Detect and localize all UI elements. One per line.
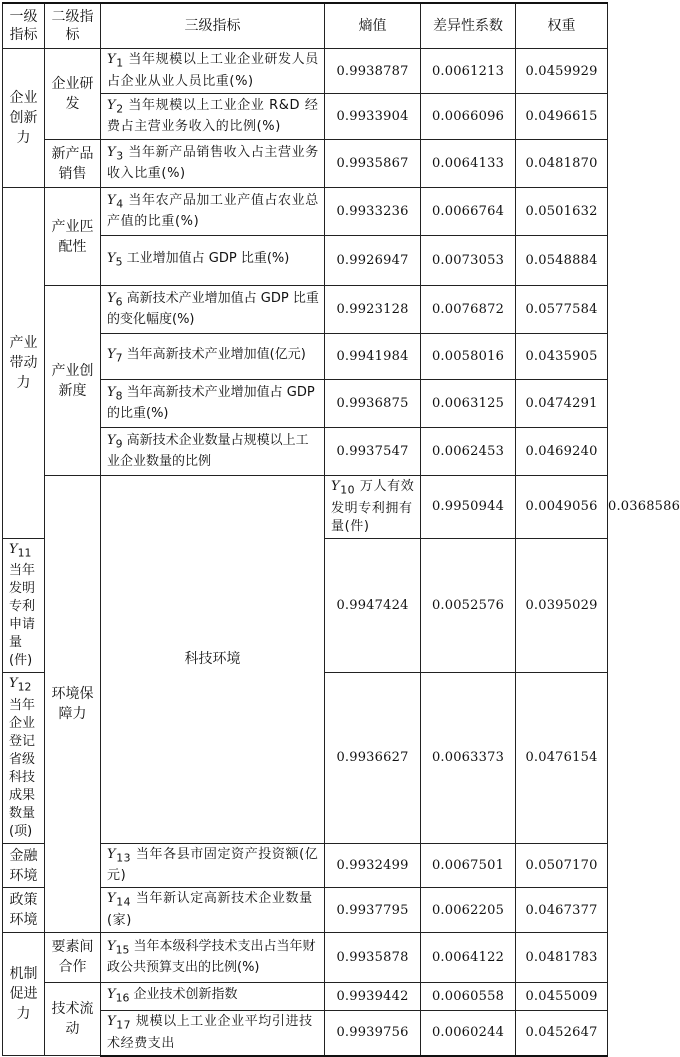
header-level1: 一级指标 (3, 3, 45, 49)
level2-tech-env: 科技环境 (101, 476, 325, 844)
level2-industry-innovation: 产业创新度 (45, 286, 101, 476)
level1-innovation: 企业创新力 (3, 49, 45, 188)
level3-cell (3, 538, 45, 673)
indicator-code: Y (9, 676, 18, 692)
table-row (3, 932, 608, 982)
diff-cell: 0.0064122 (421, 932, 516, 982)
indicator-sub: 15 (115, 943, 130, 957)
level2-newproduct: 新产品销售 (45, 140, 101, 188)
entropy-cell: 0.9935878 (325, 932, 421, 982)
indicator-code: Y (9, 541, 18, 557)
table-row (3, 140, 608, 188)
indicator-sub: 9 (115, 437, 123, 451)
indicator-sub: 3 (116, 149, 124, 163)
indicator-sub: 10 (340, 483, 356, 497)
diff-cell: 0.0060558 (421, 982, 516, 1010)
diff-cell: 0.0066764 (421, 188, 516, 236)
level1-mechanism: 机制促进力 (3, 932, 45, 1055)
entropy-cell: 0.9932499 (325, 843, 421, 888)
weight-cell: 0.0467377 (516, 888, 608, 933)
entropy-cell: 0.9950944 (421, 476, 516, 539)
level3-cell (101, 236, 325, 286)
entropy-cell: 0.9935867 (325, 140, 421, 188)
indicator-code: Y (107, 192, 117, 208)
indicator-text: 高新技术产业增加值占 GDP 比重的变化幅度(%) (107, 290, 319, 328)
level3-cell (101, 188, 325, 236)
level3-cell (101, 94, 325, 140)
weight-cell: 0.0469240 (516, 428, 608, 476)
weight-cell: 0.0481783 (516, 932, 608, 982)
indicator-text: 当年高新技术产业增加值占 GDP 的比重(%) (107, 384, 315, 422)
indicator-text: 当年各县市固定资产投资额(亿元) (107, 846, 319, 884)
indicator-sub: 14 (116, 895, 132, 909)
level1-industry: 产业带动力 (3, 188, 45, 539)
level3-cell (101, 428, 325, 476)
diff-cell: 0.0062205 (421, 888, 516, 933)
indicator-code: Y (107, 1013, 117, 1029)
level3-cell (101, 140, 325, 188)
indicator-text: 高新技术企业数量占规模以上工业企业数量的比例 (107, 432, 309, 470)
entropy-cell: 0.9938787 (325, 49, 421, 94)
diff-cell: 0.0062453 (421, 428, 516, 476)
level1-environment: 环境保障力 (45, 476, 101, 933)
indicator-text: 企业技术创新指数 (133, 986, 238, 1002)
header-row (3, 3, 608, 49)
indicator-text: 工业增加值占 GDP 比重(%) (126, 250, 290, 266)
entropy-cell: 0.9933236 (325, 188, 421, 236)
diff-cell: 0.0076872 (421, 286, 516, 334)
diff-cell: 0.0049056 (516, 476, 608, 539)
entropy-cell: 0.9937795 (325, 888, 421, 933)
indicator-code: Y (107, 97, 117, 113)
level2-policy-env: 政策环境 (3, 888, 45, 933)
header-level2: 二级指标 (45, 3, 101, 49)
diff-cell: 0.0067501 (421, 843, 516, 888)
indicator-sub: 5 (115, 255, 123, 269)
indicator-code: Y (107, 52, 117, 68)
diff-cell: 0.0060244 (421, 1010, 516, 1055)
indicator-text: 当年农产品加工业产值占农业总产值的比重(%) (107, 192, 319, 230)
table-row: 环境保障力 科技环境 $Y_{10}$ 万人有效发明专利拥有量(件) 0.9950944 0.0049056 0.0368586 (3, 476, 608, 539)
diff-cell: 0.0063373 (421, 673, 516, 844)
indicator-code: Y (107, 891, 117, 907)
level2-tech-flow: 技术流动 (45, 982, 101, 1055)
level2-cooperation: 要素间合作 (45, 932, 101, 982)
table-row (3, 982, 608, 1010)
indicator-code: Y (107, 846, 117, 862)
indicator-code: Y (107, 384, 116, 400)
table-row (3, 49, 608, 94)
header-entropy: 熵值 (325, 3, 421, 49)
indicator-code: Y (107, 144, 117, 160)
indicator-sub: 1 (116, 56, 124, 70)
level3-cell (325, 476, 421, 539)
indicator-sub: 7 (115, 351, 123, 365)
level3-cell (101, 286, 325, 334)
indicator-text: 规模以上工业企业平均引进技术经费支出 (107, 1013, 313, 1051)
weight-cell: 0.0476154 (516, 673, 608, 844)
weight-cell: 0.0435905 (516, 334, 608, 380)
entropy-cell: 0.9926947 (325, 236, 421, 286)
entropy-cell: 0.9923128 (325, 286, 421, 334)
level3-cell (101, 380, 325, 428)
entropy-cell: 0.9933904 (325, 94, 421, 140)
weight-cell: 0.0395029 (516, 538, 608, 673)
entropy-cell: 0.9939756 (325, 1010, 421, 1055)
indicator-code: Y (107, 938, 116, 954)
diff-cell: 0.0058016 (421, 334, 516, 380)
level2-rnd: 企业研发 (45, 49, 101, 140)
indicator-sub: 12 (17, 680, 32, 694)
indicator-sub: 4 (116, 197, 124, 211)
entropy-cell: 0.9936875 (325, 380, 421, 428)
level2-matching: 产业匹配性 (45, 188, 101, 286)
weight-cell: 0.0452647 (516, 1010, 608, 1055)
weight-cell: 0.0474291 (516, 380, 608, 428)
indicator-code: Y (107, 986, 116, 1002)
level3-cell (101, 843, 325, 888)
level2-finance-env: 金融环境 (3, 843, 45, 888)
diff-cell: 0.0063125 (421, 380, 516, 428)
weight-cell: 0.0455009 (516, 982, 608, 1010)
indicator-weight-table (2, 2, 680, 1057)
level3-cell (101, 334, 325, 380)
diff-cell: 0.0064133 (421, 140, 516, 188)
header-level3: 三级指标 (101, 3, 325, 49)
diff-cell: 0.0052576 (421, 538, 516, 673)
indicator-text: 当年发明专利申请量(件) (9, 563, 36, 669)
indicator-sub: 17 (116, 1018, 132, 1032)
level3-cell (3, 673, 45, 844)
entropy-cell: 0.9936627 (325, 673, 421, 844)
indicator-text: 当年本级科学技术支出占当年财政公共预算支出的比例(%) (107, 938, 316, 976)
table-row (3, 286, 608, 334)
indicator-sub: 6 (115, 295, 123, 309)
indicator-text: 万人有效发明专利拥有量(件) (331, 479, 415, 534)
header-weight: 权重 (516, 3, 608, 49)
weight-cell: 0.0507170 (516, 843, 608, 888)
indicator-sub: 11 (17, 546, 32, 560)
weight-cell: 0.0548884 (516, 236, 608, 286)
indicator-text: 当年高新技术产业增加值(亿元) (126, 346, 306, 362)
entropy-cell: 0.9937547 (325, 428, 421, 476)
weight-cell: 0.0496615 (516, 94, 608, 140)
level3-cell (101, 1010, 325, 1055)
weight-cell: 0.0481870 (516, 140, 608, 188)
entropy-cell: 0.9941984 (325, 334, 421, 380)
level3-cell (101, 888, 325, 933)
table-row (3, 188, 608, 236)
indicator-code: Y (107, 290, 116, 306)
indicator-sub: 2 (116, 102, 124, 116)
indicator-code: Y (107, 250, 116, 266)
indicator-code: Y (107, 346, 116, 362)
indicator-text: 当年新产品销售收入占主营业务收入比重(%) (107, 144, 319, 182)
indicator-sub: 16 (115, 991, 130, 1005)
diff-cell: 0.0073053 (421, 236, 516, 286)
indicator-text: 当年规模以上工业企业研发人员占企业从业人员比重(%) (107, 52, 319, 89)
level3-cell (101, 932, 325, 982)
indicator-text: 当年规模以上工业企业 R&D 经费占主营业务收入的比例(%) (107, 97, 319, 135)
indicator-text: 当年新认定高新技术企业数量(家) (107, 891, 313, 928)
indicator-code: Y (331, 479, 341, 494)
weight-cell: 0.0577584 (516, 286, 608, 334)
diff-cell: 0.0061213 (421, 49, 516, 94)
indicator-text: 当年企业登记省级科技成果数量(项) (9, 697, 36, 839)
indicator-sub: 13 (116, 851, 132, 865)
entropy-cell: 0.9947424 (325, 538, 421, 673)
indicator-sub: 8 (115, 389, 123, 403)
weight-cell: 0.0501632 (516, 188, 608, 236)
level3-cell (101, 982, 325, 1010)
weight-cell: 0.0459929 (516, 49, 608, 94)
level3-cell (101, 49, 325, 94)
diff-cell: 0.0066096 (421, 94, 516, 140)
indicator-code: Y (107, 432, 116, 448)
header-diff: 差异性系数 (421, 3, 516, 49)
entropy-cell: 0.9939442 (325, 982, 421, 1010)
